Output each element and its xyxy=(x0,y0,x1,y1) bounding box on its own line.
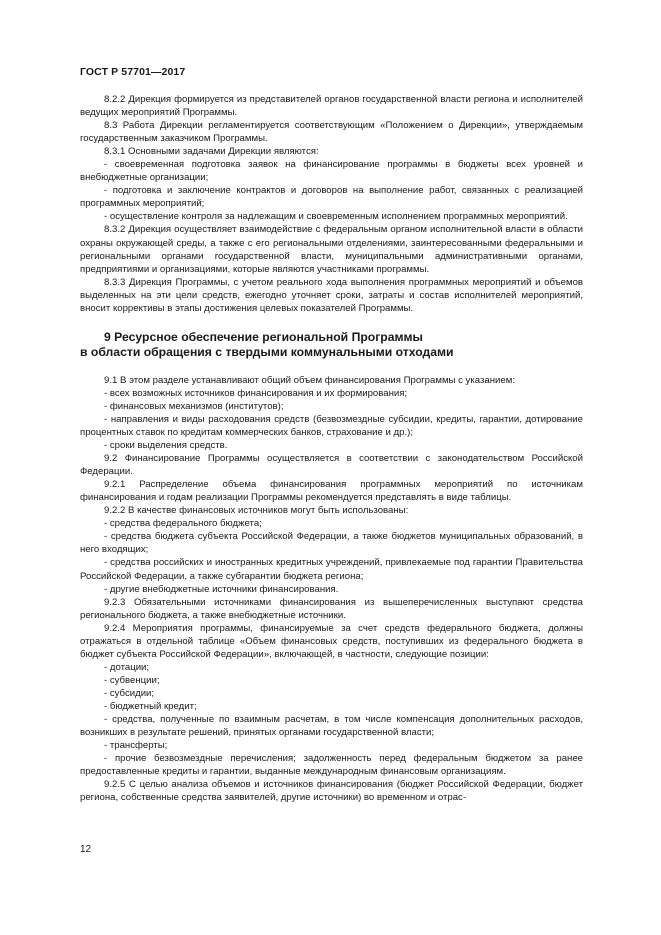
list-item: - осуществление контроля за надлежащим и своевременным исполнением программных мероприятий. xyxy=(104,211,568,223)
list-item: - бюджетный кредит; xyxy=(104,700,197,712)
paragraph: 9.2.3 Обязательными источниками финансирования из вышеперечисленных выступают средства регионального бюджета, а также внебюджетные источники. xyxy=(80,596,583,621)
list-item: - финансовых механизмов (институтов); xyxy=(104,400,284,412)
list-item: - всех возможных источников финансирования и их формирования; xyxy=(104,387,408,399)
section-title-line-1: 9 Ресурсное обеспечение региональной Программы xyxy=(104,329,423,344)
list-item: - средства российских и иностранных кредитных учреждений, привлекаемые под гарантии Правительства Российской Федерации, а также субгарантии бюджета региона; xyxy=(80,557,583,582)
list-item: - субсидии; xyxy=(104,687,155,699)
list-item: - дотации; xyxy=(104,661,150,673)
list-item: - сроки выделения средств. xyxy=(104,440,228,452)
paragraph: 8.2.2 Дирекция формируется из представителей органов государственной власти региона и исполнителей ведущих мероприятий Программы. xyxy=(80,94,583,119)
list-item: - прочие безвозмездные перечисления; задолженность перед федеральным бюджетом за ранее предоставленные кредиты и гарантии, выданные международным финансовым организациям. xyxy=(80,753,583,778)
paragraph: 9.2.4 Мероприятия программы, финансируемые за счет средств федерального бюджета, должны отражаться в отдельной таблице «Объем финансовых средств, поступивших из федерального бюджета в бюджет субъекта Российской Федерации», включающей, в частности, следующие позиции: xyxy=(80,622,583,660)
list-item: - направления и виды расходования средств (безвозмездные субсидии, кредиты, гарантии, дотирование процентных ставок по кредитам коммерческих банков, страхование и др.); xyxy=(80,413,583,438)
document-body xyxy=(80,93,583,804)
list-item: - субвенции; xyxy=(104,674,160,686)
section-title xyxy=(80,330,583,361)
paragraph: 9.2.1 Распределение объема финансирования программных мероприятий по источникам финансирования и годам реализации Программы рекомендуется представлять в виде таблицы. xyxy=(80,479,583,504)
list-item: - средства бюджета субъекта Российской Федерации, а также бюджетов муниципальных образований, в него входящих; xyxy=(80,531,583,556)
paragraph: 8.3.2 Дирекция осуществляет взаимодействие с федеральным органом исполнительной власти в области охраны окружающей среды, а также с его региональными отделениями, заинтересованными федеральными и региональными органами государственной власти, муниципальными административными органами, предприятиями и организациями, которые являются участниками программы. xyxy=(80,224,583,275)
paragraph: 9.2.5 С целью анализа объемов и источников финансирования (бюджет Российской Федерации, бюджет региона, собственные средства заявителей, другие источники) во временном и отрас- xyxy=(80,779,583,804)
page-number: 12 xyxy=(80,844,92,855)
list-item: - своевременная подготовка заявок на финансирование программы в бюджеты всех уровней и внебюджетные организации; xyxy=(80,159,583,184)
standard-header: ГОСТ Р 57701—2017 xyxy=(80,66,186,78)
list-item: - трансферты; xyxy=(104,740,168,752)
paragraph: 9.1 В этом разделе устанавливают общий объем финансирования Программы с указанием: xyxy=(104,374,515,386)
paragraph: 9.2.2 В качестве финансовых источников могут быть использованы: xyxy=(104,505,409,517)
paragraph: 8.3.1 Основными задачами Дирекции являются: xyxy=(104,146,319,158)
section-title-line-2: в области обращения с твердыми коммунальными отходами xyxy=(80,345,454,360)
list-item: - средства, полученные по взаимным расчетам, в том числе компенсация дополнительных расходов, возникших в результате решений, принятых органами государственной власти; xyxy=(80,714,583,739)
paragraph: 9.2 Финансирование Программы осуществляется в соответствии с законодательством Российской Федерации. xyxy=(80,453,583,478)
paragraph: 8.3.3 Дирекция Программы, с учетом реального хода выполнения программных мероприятий и объемов выделенных на эти цели средств, ежегодно уточняет сроки, затраты и состав исполнителей мероприятий, вносит коррективы в этапы достижения целевых показателей Программы. xyxy=(80,276,583,314)
list-item: - подготовка и заключение контрактов и договоров на выполнение работ, связанных с реализацией программных мероприятий; xyxy=(80,185,583,210)
list-item: - средства федерального бюджета; xyxy=(104,518,262,530)
paragraph: 8.3 Работа Дирекции регламентируется соответствующим «Положением о Дирекции», утверждаемым государственным заказчиком Программы. xyxy=(80,120,583,145)
list-item: - другие внебюджетные источники финансирования. xyxy=(104,583,339,595)
